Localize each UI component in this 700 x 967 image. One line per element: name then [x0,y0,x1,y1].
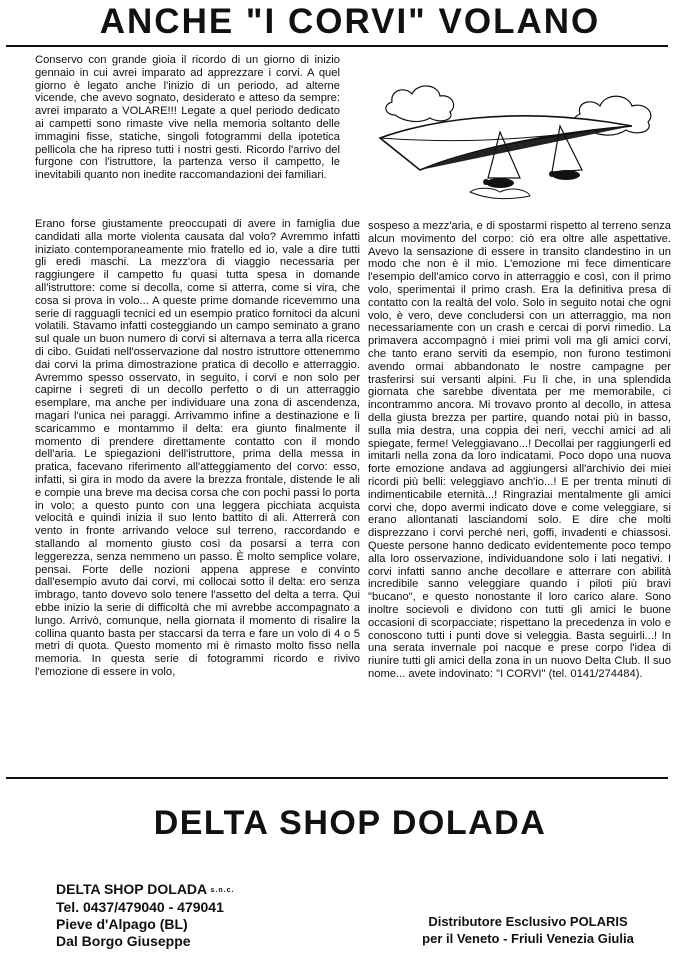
article-paragraph-right: sospeso a mezz'aria, e di spostarmi rispetto al terreno senza alcun movimento del corpo: ciò era oltre alle aspettative. Avevo la sensazione di essere in transito clandestino in un modo che non è il mio. L'emozione mi fece dimenticare l'esempio dell'amico corvo in atterraggio e così, con il primo volo, sperimentai il primo crash. Era la definitiva presa di contatto con la realtà del volo. Solo in seguito notai che ogni volo, è vero, deve concludersi con un atterraggio, ma non necessariamente con un crash e cercai di porvi rimedio. La primavera accompagnò i miei primi voli ma gli amici corvi, che tanto erano serviti da esempio, non furono testimoni avendo ormai abbandonato le nostre campagne per trasferirsi sui versanti alpini. Fu lì che, in una splendida giornata che sarebbe diventata per me memorabile, ci incontrammo ancora. Mi trovavo pronto al decollo, in attesa della giusta brezza per partire, quando notai più in basso, sulla mia destra, una coppia dei neri, vecchi amici ad ali spiegate, ferme! Veleggiavano...! Decollai per raggiungerli ed imitarli nella zona da loro indicatami. Poco dopo una nuova forte emozione andava ad aggiungersi all'archivio dei miei ricordi più belli: veleggiavo anch'io...! E per trenta minuti di indimenticabile eternità...! Ringraziai mentalmente gli amici corvi che, dopo avermi indicato dove e come veleggiare, si erano allontanati lasciandomi solo. E dire che molti disprezzano i corvi perché neri, goffi, invadenti e chiassosi. Queste persone hanno dedicato evidentemente poco tempo alla loro osservazione, individuandone solo i lati negativi. I corvi infatti sanno anche decollare e atterrare con abilità incredibile sanno veleggiare quando i piloti più bravi "bucano", e questo nonostante il loro carico alare. Sono inoltre socievoli e dividono con tutti gli amici le buone occasioni di scorpacciate; rispettano la precedenza in volo e conoscono tutti i punti dove si veleggia. Basta seguirli...! In una serata invernale poi nacque e prese corpo l'idea di riunire tutti gli amici della zona in un nuovo Delta Club. Il suo nome... avete indovinato: "I CORVI" (tel. 0141/274484). [368,220,671,680]
shop-owner: Dal Borgo Giuseppe [56,932,191,949]
article-paragraph-left-bottom: Erano forse giustamente preoccupati di avere in famiglia due candidati alla morte violenta causata dal volo? Avremmo infatti iniziato contemporaneamente mio fratello ed io, vale a dire tutti gli eredi maschi. La mezz'ora di viaggio necessaria per raggiungere il campetto fu quasi tutta spesa in domande all'istruttore: come si decolla, come si atterra, come si vira, che cosa si prova in volo... A queste prime domande ricevemmo una serie di ragguagli tecnici ed un esempio pratico fornitoci da alcuni volatili. Stavamo infatti costeggiando un campo seminato a grano sul quale un buon numero di corvi si alternava a terra alla ricerca di cibo. Guidati nell'osservazione dal nostro istruttore ottenemmo dai corvi la prima dimostrazione pratica di decollo e atterraggio. Avremmo spesso osservato, in seguito, i corvi e non solo per capirne i segreti di un decollo perfetto o di un atterraggio esemplare, ma anche per individuare una zona di ascendenza, magari l'unica nei paraggi. Arrivammo infine a destinazione e lì scaricammo e montammo il delta: era giunto finalmente il momento di prendere direttamente contatto con il mondo dell'aria. Le spiegazioni dell'istruttore, prima della messa in pratica, facevano riferimento all'atteggiamento del corvo: esso, infatti, si gira in modo da avere la brezza frontale, distende le ali e compie una breve ma decisa corsa che con pochi passi lo porta in volo; a questo punto con una leggera picchiata acquista velocità e quindi inizia il suo lento battito di ali. Atterrerà con vento in fronte arrivando veloce sul terreno, raccordando e stallando al momento giusto così da posarsi a terra con leggerezza, senza nemmeno un passo. È molto semplice volare, pensai. Forte delle nozioni appena apprese e convinto dall'esempio avuto dai corvi, mi collocai sotto il delta: ero senza imbrago, tanto dovevo solo tenere l'assetto del delta a terra. Qui ebbe inizio la serie di difficoltà che mi avrebbe accompagnato a lungo. Arrivò, comunque, nella giornata il momento di risalire la collina quanto basta per staccarsi da terra e fare un volo di 4 o 5 metri di quota. Questo momento mi è rimasto molto fisso nella memoria. In questa serie di fotogrammi ricordo e rivivo l'emozione di essere in volo, [35,218,360,678]
article-title: ANCHE "I CORVI" VOLANO [99,2,601,41]
bottom-divider [6,777,668,779]
ad-headline: DELTA SHOP DOLADA [153,804,547,842]
shop-name: DELTA SHOP DOLADA [56,881,207,897]
article-paragraph-left-top: Conservo con grande gioia il ricordo di un giorno di inizio gennaio in cui avrei imparato ad apprezzare i corvi. A quel giorno è legato anche l'inizio di un periodo, ad alterne vicende, che avevo sognato, desiderato e atteso da sempre: avrei imparato a VOLARE!!! Legate a quel periodo dedicato ai campetti sono rimaste vive nella memoria soltanto delle immagini fisse, statiche, singoli fotogrammi della ipotetica pellicola che ha ripreso tutti i nostri gesti. Ricordo l'arrivo del furgone con l'istruttore, la partenza verso il campetto, le inevitabili quanto non inedite raccomandazioni dei familiari. [35,54,340,182]
shop-phone: Tel. 0437/479040 - 479041 [56,898,224,915]
pilot-figure [552,170,580,180]
distributor-block [378,913,678,947]
hang-glider-illustration [360,60,680,210]
shop-contact-block [56,881,336,950]
shop-name-line [56,881,336,899]
distributor-line-1: Distributore Esclusivo POLARIS [428,914,628,929]
hang-glider-wing [380,116,632,170]
shop-suffix: s.n.c. [210,886,235,894]
shop-location: Pieve d'Alpago (BL) [56,915,188,932]
pilot-figure [486,178,514,188]
title-divider [6,45,668,47]
distributor-line-2: per il Veneto - Friuli Venezia Giulia [422,931,634,946]
cloud-left-icon [386,86,454,122]
